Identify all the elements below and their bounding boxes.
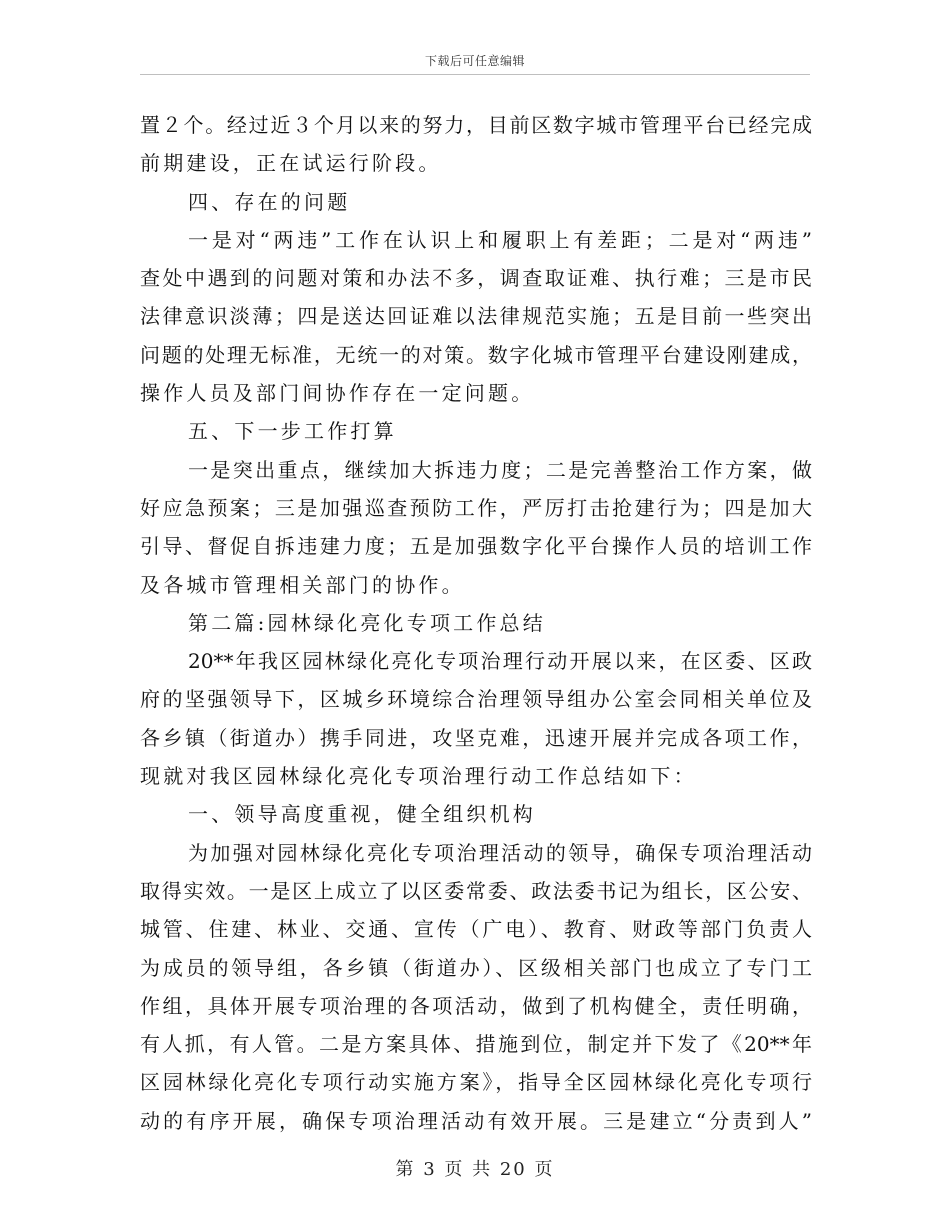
text-line: 动的有序开展，确保专项治理活动有效开展。三是建立“分责到人” <box>140 1108 812 1133</box>
text-line: 五、下一步工作打算 <box>188 419 397 444</box>
text-line: 引导、督促自拆违建力度；五是加强数字化平台操作人员的培训工作 <box>140 534 812 559</box>
text-line: 为成员的领导组，各乡镇（街道办）、区级相关部门也成立了专门工 <box>140 955 812 980</box>
text-line: 好应急预案；三是加强巡查预防工作，严厉打击抢建行为；四是加大 <box>140 495 812 520</box>
text-line: 取得实效。一是区上成立了以区委常委、政法委书记为组长，区公安、 <box>140 878 812 903</box>
page-footer: 第 3 页 共 20 页 <box>395 1159 555 1180</box>
text-line: 第二篇:园林绿化亮化专项工作总结 <box>188 610 546 635</box>
text-line: 现就对我区园林绿化亮化专项治理行动工作总结如下： <box>140 764 697 789</box>
text-line: 有人抓，有人管。二是方案具体、措施到位，制定并下发了《20**年 <box>140 1032 812 1057</box>
text-line: 区园林绿化亮化专项行动实施方案》，指导全区园林绿化亮化专项行 <box>140 1070 812 1095</box>
text-line: 前期建设，正在试运行阶段。 <box>140 151 442 176</box>
text-line: 一是突出重点，继续加大拆违力度；二是完善整治工作方案，做 <box>188 457 812 482</box>
page-header: 下载后可任意编辑 <box>424 54 525 68</box>
text-line: 作组，具体开展专项治理的各项活动，做到了机构健全，责任明确， <box>140 993 812 1018</box>
text-line: 城管、住建、林业、交通、宣传（广电）、教育、财政等部门负责人 <box>140 917 812 942</box>
text-line: 问题的处理无标准，无统一的对策。数字化城市管理平台建设刚建成， <box>140 342 812 367</box>
text-line: 法律意识淡薄；四是送达回证难以法律规范实施；五是目前一些突出 <box>140 304 812 329</box>
text-line: 府的坚强领导下，区城乡环境综合治理领导组办公室会同相关单位及 <box>140 687 812 712</box>
text-line: 及各城市管理相关部门的协作。 <box>140 572 465 597</box>
text-line: 为加强对园林绿化亮化专项治理活动的领导，确保专项治理活动 <box>188 840 812 865</box>
text-line: 各乡镇（街道办）携手同进，攻坚克难，迅速开展并完成各项工作， <box>140 725 812 750</box>
text-line: 操作人员及部门间协作存在一定问题。 <box>140 381 535 406</box>
text-line: 20**年我区园林绿化亮化专项治理行动开展以来，在区委、区政 <box>188 649 812 674</box>
text-line: 四、存在的问题 <box>188 189 351 214</box>
text-line: 一是对“两违”工作在认识上和履职上有差距；二是对“两违” <box>188 227 812 252</box>
text-line: 一、领导高度重视，健全组织机构 <box>188 802 536 827</box>
document-body <box>140 106 812 1140</box>
header-divider <box>140 74 810 75</box>
text-line: 置２个。经过近３个月以来的努力，目前区数字城市管理平台已经完成 <box>140 113 812 137</box>
text-line: 查处中遇到的问题对策和办法不多，调查取证难、执行难；三是市民 <box>140 266 812 291</box>
